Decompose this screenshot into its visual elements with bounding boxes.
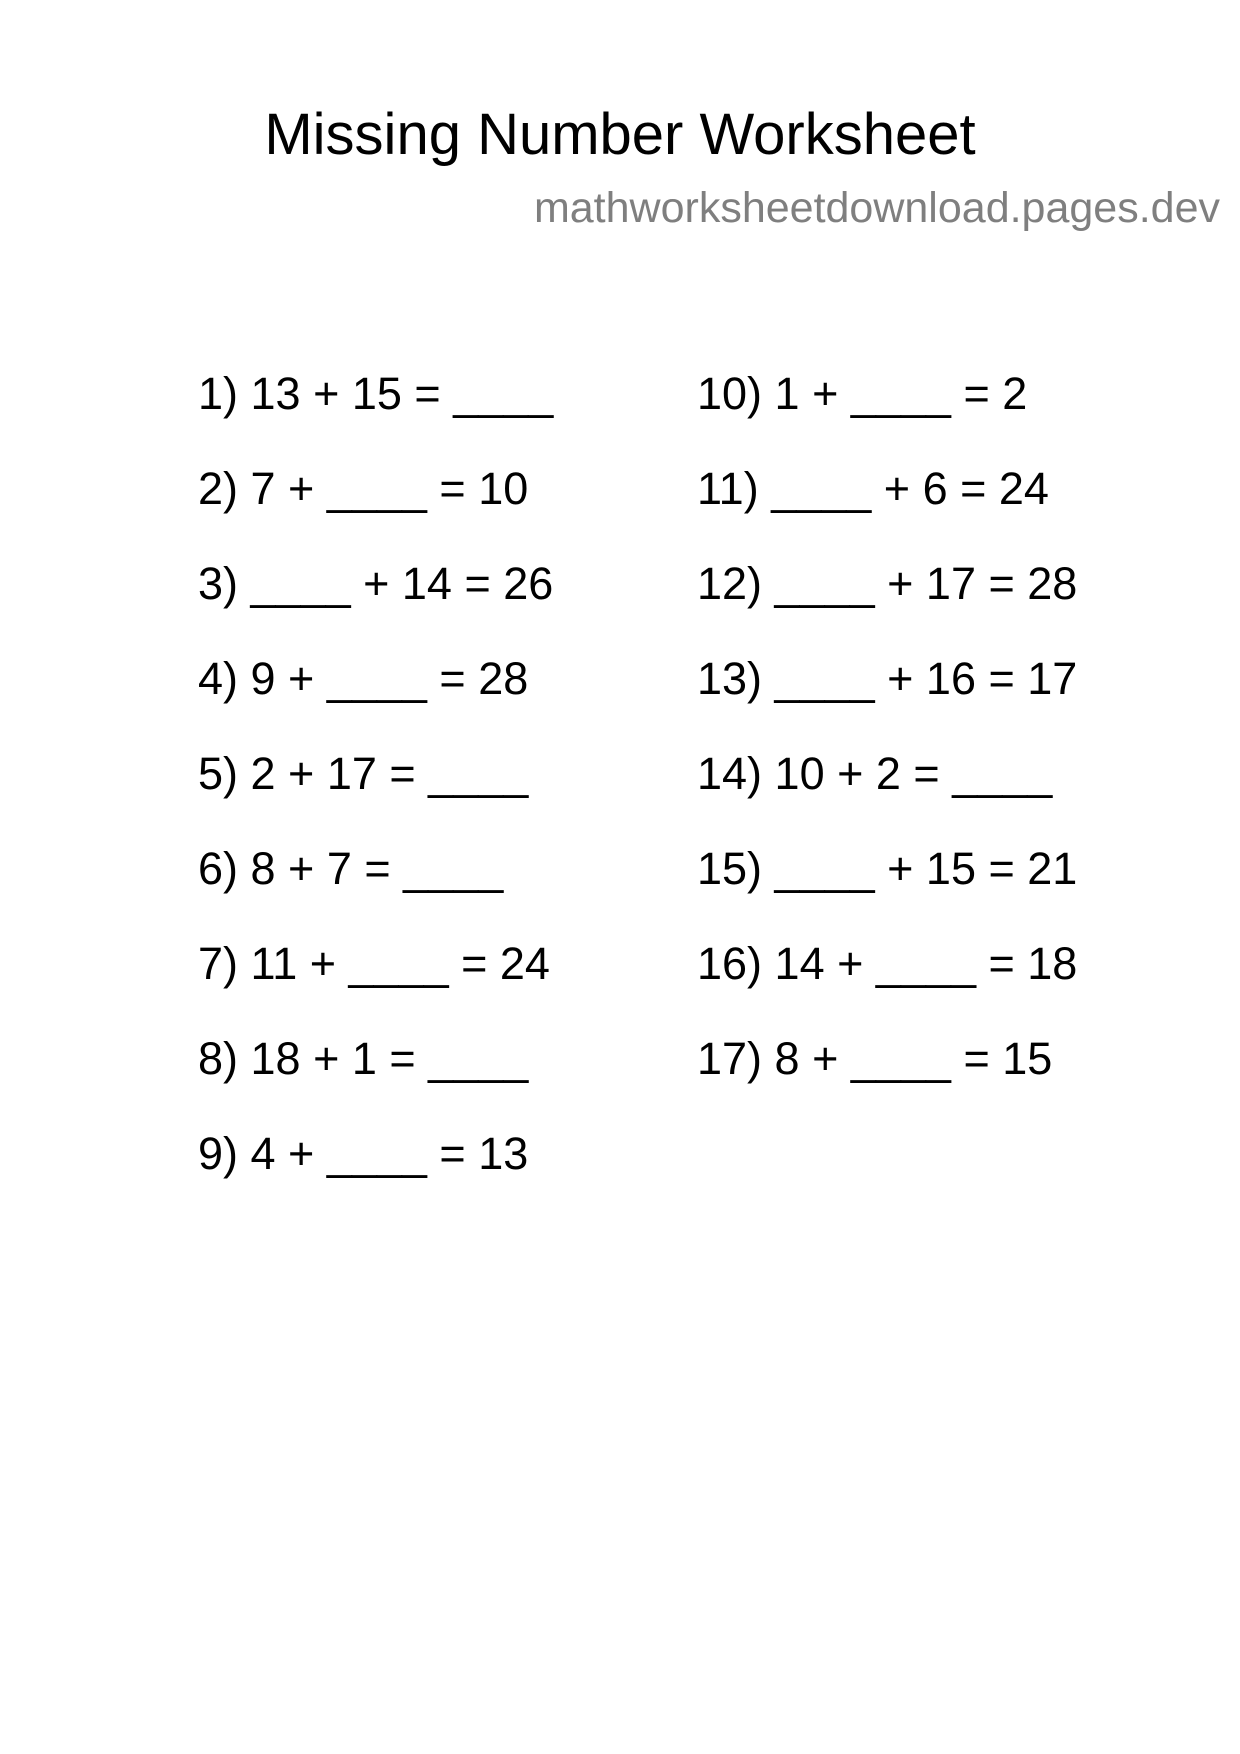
problem-column-left — [198, 346, 553, 1201]
problem-list — [198, 346, 1098, 1246]
problem-7: 7) 11 + ____ = 24 — [198, 938, 550, 989]
problem-16: 16) 14 + ____ = 18 — [697, 938, 1078, 989]
problem-5: 5) 2 + 17 = ____ — [198, 748, 529, 799]
worksheet-title: Missing Number Worksheet — [264, 102, 976, 167]
problem-8: 8) 18 + 1 = ____ — [198, 1033, 529, 1084]
problem-13: 13) ____ + 16 = 17 — [697, 653, 1078, 704]
problem-10: 10) 1 + ____ = 2 — [697, 368, 1028, 419]
problem-12: 12) ____ + 17 = 28 — [697, 558, 1078, 609]
problem-3: 3) ____ + 14 = 26 — [198, 558, 554, 609]
problem-4: 4) 9 + ____ = 28 — [198, 653, 529, 704]
problem-6: 6) 8 + 7 = ____ — [198, 843, 504, 894]
problem-11: 11) ____ + 6 = 24 — [697, 463, 1049, 514]
problem-column-right — [697, 346, 1077, 1106]
problem-9: 9) 4 + ____ = 13 — [198, 1128, 529, 1179]
problem-14: 14) 10 + 2 = ____ — [697, 748, 1053, 799]
problem-17: 17) 8 + ____ = 15 — [697, 1033, 1053, 1084]
problem-1: 1) 13 + 15 = ____ — [198, 368, 554, 419]
problem-15: 15) ____ + 15 = 21 — [697, 843, 1078, 894]
problem-2: 2) 7 + ____ = 10 — [198, 463, 529, 514]
source-url: mathworksheetdownload.pages.dev — [533, 184, 1220, 232]
